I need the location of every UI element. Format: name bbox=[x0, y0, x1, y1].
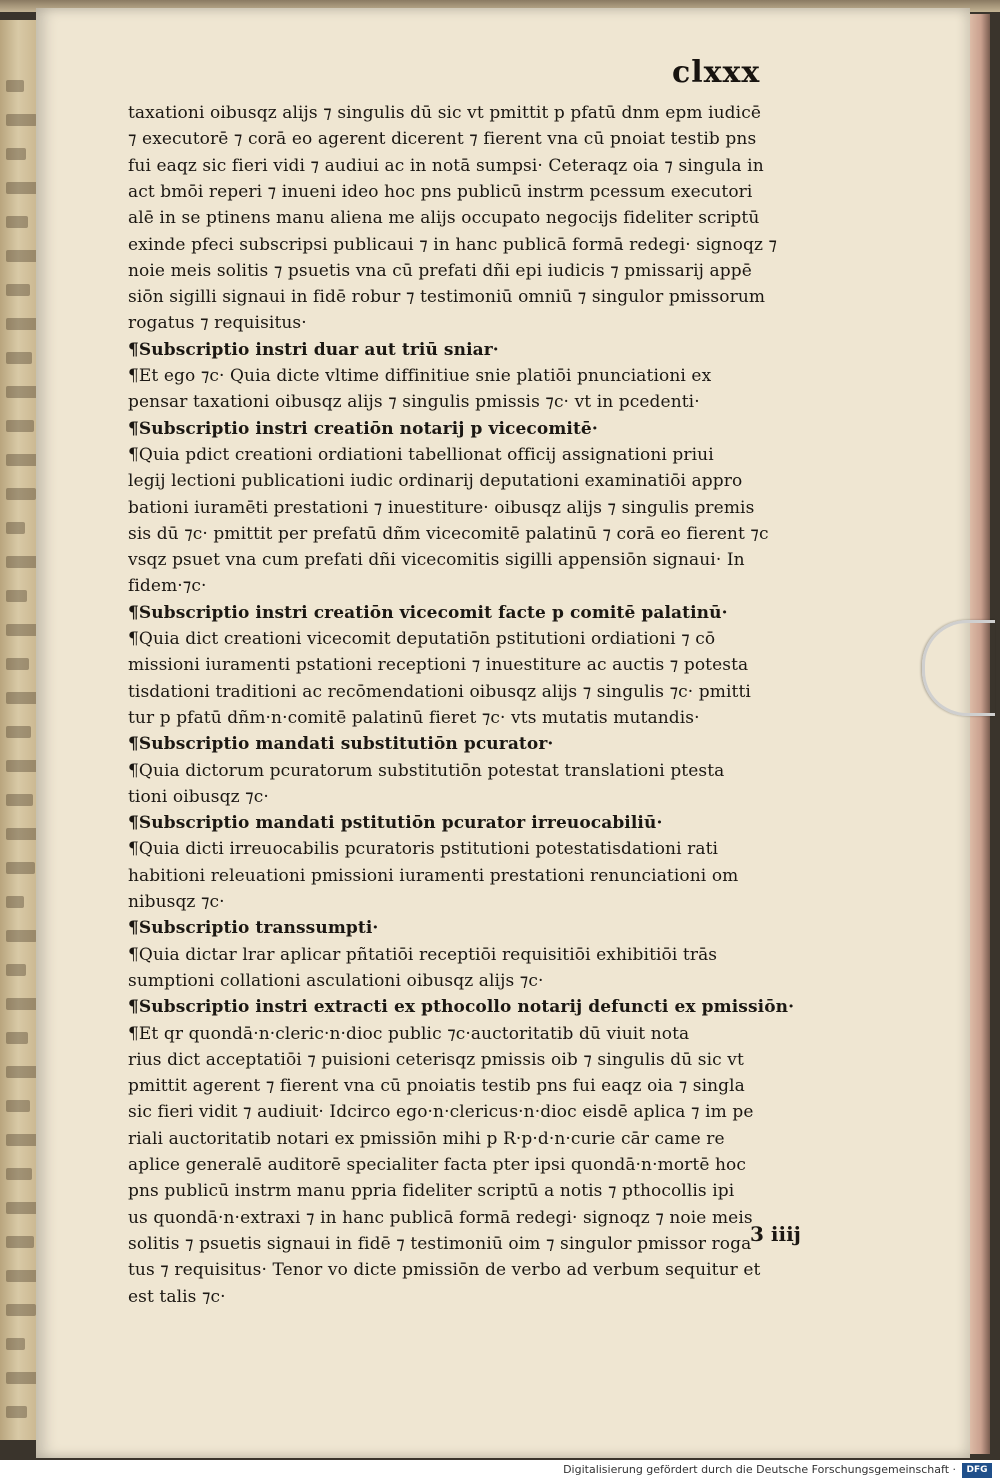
facing-page-text-fragment bbox=[6, 1100, 30, 1112]
text-line: noie meis solitis ⁊ psuetis vna cū prefati dñi epi iudicis ⁊ pmissarij appē bbox=[128, 260, 752, 281]
section-heading-line: ¶Subscriptio instri creatiōn vicecomit facte p comitē palatinū· bbox=[128, 602, 728, 623]
text-line: riali auctoritatib notari ex pmissiōn mihi p R·p·d·n·curie cār came re bbox=[128, 1128, 725, 1149]
facing-page-text-fragment bbox=[6, 998, 39, 1010]
facing-page-text-fragment bbox=[6, 930, 37, 942]
signature-mark: 3 iiij bbox=[750, 1222, 801, 1246]
facing-page-text-fragment bbox=[6, 964, 26, 976]
facing-page-text-fragment bbox=[6, 420, 34, 432]
text-line: ¶Quia dictorum pcuratorum substitutiōn potestat translationi ptesta bbox=[128, 760, 725, 781]
facing-page-text-fragment bbox=[6, 1372, 38, 1384]
dfg-logo: DFG bbox=[962, 1463, 992, 1478]
facing-page-text-fragment bbox=[6, 1032, 28, 1044]
facing-page-text-fragment bbox=[6, 284, 30, 296]
text-line: missioni iuramenti pstationi receptioni ⁊ inuestiture ac auctis ⁊ potesta bbox=[128, 655, 749, 676]
facing-page-text-fragment bbox=[6, 114, 37, 126]
text-line: pmittit agerent ⁊ fierent vna cū pnoiatis testib pns fui eaqz oia ⁊ singla bbox=[128, 1076, 745, 1097]
facing-page-text-fragment bbox=[6, 182, 39, 194]
text-line: ⁊ executorē ⁊ corā eo agerent dicerent ⁊ fierent vna cū pnoiat testib pns bbox=[128, 129, 757, 150]
text-line: act bmōi reperi ⁊ inueni ideo hoc pns publicū instrm pcessum executori bbox=[128, 181, 753, 202]
text-line: ¶Et qr quondā·n·cleric·n·dioc public ⁊c·auctoritatib dū viuit nota bbox=[128, 1023, 690, 1044]
facing-page-text-fragment bbox=[6, 1236, 34, 1248]
footer-bar bbox=[0, 1460, 1000, 1482]
text-line: ¶Quia dict creationi vicecomit deputatiōn pstitutioni ordiationi ⁊ cō bbox=[128, 629, 716, 649]
section-heading-line: ¶Subscriptio transsumpti· bbox=[128, 918, 379, 939]
text-line: siōn sigilli signaui in fidē robur ⁊ testimoniū omniū ⁊ singulor pmissorum bbox=[128, 287, 766, 308]
facing-page-text-fragment bbox=[6, 862, 35, 874]
text-line: pensar taxationi oibusqz alijs ⁊ singulis pmissis ⁊c· vt in pcedenti· bbox=[128, 392, 700, 413]
section-heading-line: ¶Subscriptio mandati substitutiōn pcurator· bbox=[128, 734, 554, 755]
section-heading-line: ¶Subscriptio instri creatiōn notarij p vicecomitē· bbox=[128, 418, 598, 439]
text-line: exinde pfeci subscripsi publicaui ⁊ in hanc publicā formā redegi· signoqz ⁊ bbox=[128, 234, 778, 255]
facing-page-text-fragment bbox=[6, 1304, 36, 1316]
facing-page-text-fragment bbox=[6, 624, 40, 636]
section-heading-line: ¶Subscriptio instri duar aut triū sniar· bbox=[128, 339, 499, 360]
text-line: sic fieri vidit ⁊ audiuit· Idcirco ego·n·clericus·n·dioc eisdē aplica ⁊ im pe bbox=[128, 1102, 754, 1123]
footer-credit: Digitalisierung gefördert durch die Deutsche Forschungsgemeinschaft · bbox=[563, 1463, 956, 1476]
text-line: tioni oibusqz ⁊c· bbox=[128, 786, 269, 807]
facing-page-text-fragment bbox=[6, 556, 38, 568]
text-line: sumptioni collationi asculationi oibusqz alijs ⁊c· bbox=[128, 970, 544, 991]
facing-page-text-fragment bbox=[6, 1406, 27, 1418]
text-line: tur p pfatū dñm·n·comitē palatinū fieret ⁊c· vts mutatis mutandis· bbox=[128, 707, 700, 728]
text-line: pns publicū instrm manu ppria fideliter scriptū a notis ⁊ pthocollis ipi bbox=[128, 1181, 735, 1202]
facing-page-text-fragment bbox=[6, 522, 25, 534]
facing-page-text-fragment bbox=[6, 794, 33, 806]
text-line: ¶Et ego ⁊c· Quia dicte vltime diffinitiue snie platiōi pnunciationi ex bbox=[128, 366, 712, 386]
facing-page-text-fragment bbox=[6, 148, 26, 160]
facing-page-text-fragment bbox=[6, 1338, 25, 1350]
facing-page-text-fragment bbox=[6, 352, 32, 364]
text-line: fui eaqz sic fieri vidi ⁊ audiui ac in notā sumpsi· Ceteraqz oia ⁊ singula in bbox=[128, 155, 764, 176]
facing-page-text-fragment bbox=[6, 80, 24, 92]
text-line: tisdationi traditioni ac recōmendationi oibusqz alijs ⁊ singulis ⁊c· pmitti bbox=[128, 681, 751, 702]
text-line: aplice generalē auditorē specialiter facta pter ipsi quondā·n·mortē hoc bbox=[128, 1155, 746, 1175]
text-line: solitis ⁊ psuetis signaui in fidē ⁊ testimoniū oim ⁊ singulor pmissor roga bbox=[128, 1233, 752, 1254]
text-line: ¶Quia dicti irreuocabilis pcuratoris pstitutioni potestatisdationi rati bbox=[128, 839, 719, 860]
text-line: habitioni releuationi pmissioni iuramenti prestationi renunciationi om bbox=[128, 865, 739, 886]
text-line: rius dict acceptatiōi ⁊ puisioni ceterisqz pmissis oib ⁊ singulis dū sic vt bbox=[128, 1049, 744, 1070]
text-line: taxationi oibusqz alijs ⁊ singulis dū sic vt pmittit p pfatū dnm epm iudicē bbox=[128, 103, 761, 123]
text-line: bationi iuramēti prestationi ⁊ inuestiture· oibusqz alijs ⁊ singulis premis bbox=[128, 497, 755, 518]
text-line: est talis ⁊c· bbox=[128, 1286, 226, 1307]
text-line: nibusqz ⁊c· bbox=[128, 892, 225, 912]
facing-page-text-fragment bbox=[6, 1168, 32, 1180]
folio-number: clxxx bbox=[672, 55, 761, 90]
facing-page-text-fragment bbox=[6, 726, 31, 738]
facing-page-text-fragment bbox=[6, 488, 36, 500]
text-line: vsqz psuet vna cum prefati dñi vicecomitis sigilli appensiōn signaui· In bbox=[128, 550, 745, 571]
text-line: ¶Quia dictar lrar aplicar pñtatiōi receptiōi requisitiōi exhibitiōi trās bbox=[128, 944, 718, 965]
section-heading-line: ¶Subscriptio mandati pstitutiōn pcurator irreuocabiliū· bbox=[128, 813, 663, 834]
facing-page-text-fragment bbox=[6, 590, 27, 602]
text-line: alē in se ptinens manu aliena me alijs occupato negocijs fideliter scriptū bbox=[128, 208, 760, 229]
text-line: sis dū ⁊c· pmittit per prefatū dñm vicecomitē palatinū ⁊ corā eo fierent ⁊c bbox=[128, 523, 769, 544]
facing-page-text-fragment bbox=[6, 658, 29, 670]
text-line: us quondā·n·extraxi ⁊ in hanc publicā formā redegi· signoqz ⁊ noie meis bbox=[128, 1207, 753, 1228]
text-line: rogatus ⁊ requisitus· bbox=[128, 313, 307, 334]
text-line: tus ⁊ requisitus· Tenor vo dicte pmissiōn de verbo ad verbum sequitur et bbox=[128, 1260, 761, 1281]
text-line: fidem·⁊c· bbox=[128, 576, 207, 597]
text-line: ¶Quia pdict creationi ordiationi tabellionat officij assignationi priui bbox=[128, 444, 714, 465]
facing-page-text-fragment bbox=[6, 216, 28, 228]
facing-page-text-fragment bbox=[6, 896, 24, 908]
text-line: legij lectioni publicationi iudic ordinarij deputationi examinatiōi appro bbox=[128, 471, 743, 492]
section-heading-line: ¶Subscriptio instri extracti ex pthocollo notarij defuncti ex pmissiōn· bbox=[128, 997, 795, 1018]
